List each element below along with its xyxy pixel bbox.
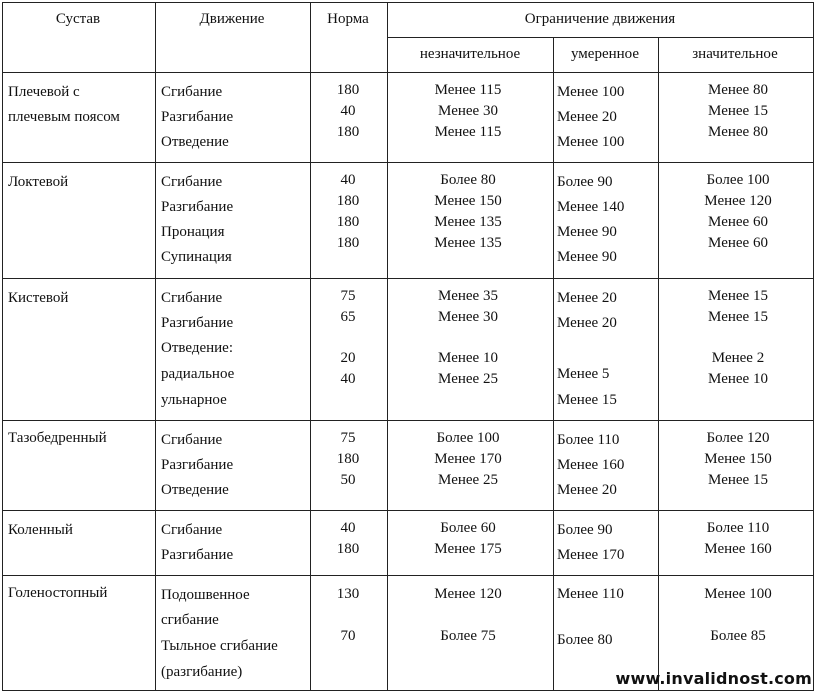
joint-name: Плечевой с <box>8 84 80 100</box>
movement-label: Разгибание <box>161 109 234 125</box>
moderate-limit-value: Менее 160 <box>557 457 625 473</box>
norm-value: 40 <box>340 103 356 119</box>
moderate-limit-value: Менее 100 <box>557 134 625 150</box>
norm-value: 40 <box>340 172 356 188</box>
significant-limit-value: Менее 15 <box>708 309 768 325</box>
slight-limit-value: Более 75 <box>440 628 496 644</box>
joint-name: Голеностопный <box>8 585 108 601</box>
norm-value: 180 <box>336 451 360 467</box>
movement-label: Разгибание <box>161 199 234 215</box>
slight-limit-value: Более 60 <box>440 520 496 536</box>
joint-name: Коленный <box>8 522 73 538</box>
norm-value: 180 <box>336 124 360 140</box>
table-hline <box>2 510 814 511</box>
slight-limit-value: Менее 175 <box>434 541 502 557</box>
moderate-limit-value: Менее 110 <box>557 586 624 602</box>
movement-label: (разгибание) <box>161 664 243 680</box>
header-slight: незначительное <box>419 46 521 62</box>
table-vline <box>658 37 659 690</box>
significant-limit-value: Менее 15 <box>708 472 768 488</box>
movement-label: Разгибание <box>161 457 234 473</box>
header-norm: Норма <box>327 11 369 27</box>
header-limitation: Ограничение движения <box>524 11 676 27</box>
significant-limit-value: Менее 80 <box>708 124 768 140</box>
norm-value: 180 <box>336 235 360 251</box>
table-vline <box>155 2 156 690</box>
significant-limit-value: Менее 60 <box>708 235 768 251</box>
movement-label: сгибание <box>161 612 219 628</box>
movement-label: ульнарное <box>161 392 227 408</box>
moderate-limit-value: Менее 140 <box>557 199 625 215</box>
table-hline <box>2 278 814 279</box>
significant-limit-value: Менее 10 <box>708 371 768 387</box>
header-significant: значительное <box>692 46 778 62</box>
slight-limit-value: Менее 135 <box>434 214 502 230</box>
table-hline <box>387 37 813 38</box>
table-hline <box>2 420 814 421</box>
significant-limit-value: Менее 100 <box>704 586 772 602</box>
significant-limit-value: Менее 2 <box>711 350 765 366</box>
movement-label: Отведение: <box>161 340 234 356</box>
slight-limit-value: Менее 120 <box>434 586 502 602</box>
significant-limit-value: Более 85 <box>710 628 766 644</box>
movement-label: Разгибание <box>161 547 234 563</box>
table-hline <box>2 2 814 3</box>
table-hline <box>2 575 814 576</box>
slight-limit-value: Менее 115 <box>434 82 502 98</box>
norm-value: 65 <box>340 309 356 325</box>
header-movement: Движение <box>199 11 265 27</box>
watermark: www.invalidnost.com <box>615 669 812 688</box>
moderate-limit-value: Менее 15 <box>557 392 617 408</box>
joint-name: плечевым поясом <box>8 109 120 125</box>
slight-limit-value: Менее 25 <box>438 371 498 387</box>
movement-label: Сгибание <box>161 84 223 100</box>
slight-limit-value: Более 100 <box>436 430 500 446</box>
table-vline <box>553 37 554 690</box>
significant-limit-value: Более 100 <box>706 172 770 188</box>
moderate-limit-value: Менее 100 <box>557 84 625 100</box>
moderate-limit-value: Более 90 <box>557 522 613 538</box>
significant-limit-value: Менее 15 <box>708 103 768 119</box>
significant-limit-value: Менее 60 <box>708 214 768 230</box>
moderate-limit-value: Более 90 <box>557 174 613 190</box>
moderate-limit-value: Менее 20 <box>557 315 617 331</box>
moderate-limit-value: Менее 90 <box>557 224 617 240</box>
table-vline <box>2 2 3 690</box>
moderate-limit-value: Менее 90 <box>557 249 617 265</box>
movement-label: Супинация <box>161 249 232 265</box>
significant-limit-value: Более 110 <box>706 520 770 536</box>
movement-label: Сгибание <box>161 522 223 538</box>
joint-name: Кистевой <box>8 290 69 306</box>
significant-limit-value: Более 120 <box>706 430 770 446</box>
norm-value: 180 <box>336 214 360 230</box>
movement-label: Пронация <box>161 224 225 240</box>
moderate-limit-value: Менее 20 <box>557 109 617 125</box>
movement-label: Сгибание <box>161 174 223 190</box>
norm-value: 180 <box>336 193 360 209</box>
slight-limit-value: Менее 30 <box>438 309 498 325</box>
norm-value: 180 <box>336 541 360 557</box>
norm-value: 20 <box>340 350 356 366</box>
header-joint: Сустав <box>55 11 101 27</box>
norm-value: 130 <box>336 586 360 602</box>
slight-limit-value: Менее 10 <box>438 350 498 366</box>
header-moderate: умеренное <box>570 46 640 62</box>
movement-label: Сгибание <box>161 432 223 448</box>
significant-limit-value: Менее 15 <box>708 288 768 304</box>
moderate-limit-value: Менее 170 <box>557 547 625 563</box>
movement-label: радиальное <box>161 366 235 382</box>
significant-limit-value: Менее 80 <box>708 82 768 98</box>
table-vline <box>310 2 311 690</box>
movement-label: Тыльное сгибание <box>161 638 278 654</box>
significant-limit-value: Менее 160 <box>704 541 772 557</box>
joint-name: Тазобедренный <box>8 430 107 446</box>
table-vline <box>387 2 388 690</box>
movement-label: Разгибание <box>161 315 234 331</box>
moderate-limit-value: Менее 20 <box>557 290 617 306</box>
joint-name: Локтевой <box>8 174 69 190</box>
moderate-limit-value: Более 80 <box>557 632 613 648</box>
norm-value: 70 <box>340 628 356 644</box>
norm-value: 50 <box>340 472 356 488</box>
norm-value: 40 <box>340 520 356 536</box>
norm-value: 180 <box>336 82 360 98</box>
movement-label: Подошвенное <box>161 587 250 603</box>
slight-limit-value: Менее 170 <box>434 451 502 467</box>
movement-label: Отведение <box>161 482 229 498</box>
slight-limit-value: Менее 115 <box>434 124 502 140</box>
movement-label: Отведение <box>161 134 229 150</box>
significant-limit-value: Менее 120 <box>704 193 772 209</box>
moderate-limit-value: Менее 20 <box>557 482 617 498</box>
table-vline <box>813 2 814 690</box>
slight-limit-value: Менее 25 <box>438 472 498 488</box>
table-hline <box>2 690 814 691</box>
table-hline <box>2 72 814 73</box>
norm-value: 75 <box>340 288 356 304</box>
slight-limit-value: Более 80 <box>440 172 496 188</box>
moderate-limit-value: Более 110 <box>557 432 620 448</box>
slight-limit-value: Менее 150 <box>434 193 502 209</box>
table-hline <box>2 162 814 163</box>
norm-value: 75 <box>340 430 356 446</box>
slight-limit-value: Менее 135 <box>434 235 502 251</box>
norm-value: 40 <box>340 371 356 387</box>
slight-limit-value: Менее 35 <box>438 288 498 304</box>
slight-limit-value: Менее 30 <box>438 103 498 119</box>
significant-limit-value: Менее 150 <box>704 451 772 467</box>
movement-label: Сгибание <box>161 290 223 306</box>
moderate-limit-value: Менее 5 <box>557 366 610 382</box>
